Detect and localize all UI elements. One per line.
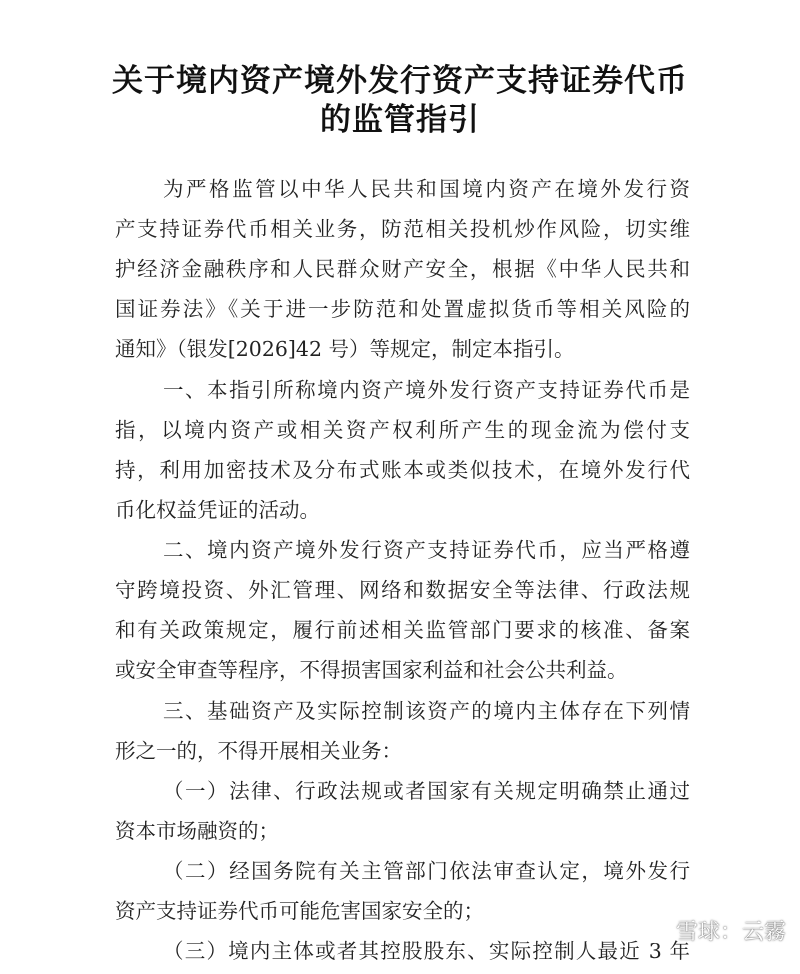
body-line: 二、境内资产境外发行资产支持证券代币，应当严格遵 [163, 538, 690, 562]
document-title-line-2: 的监管指引 [320, 102, 480, 138]
body-line: （一）法律、行政法规或者国家有关规定明确禁止通过 [163, 779, 690, 803]
body-line: （三）境内主体或者其控股股东、实际控制人最近 3 年 [163, 939, 690, 963]
body-line: 或安全审查等程序，不得损害国家利益和社会公共利益。 [115, 658, 628, 682]
snowball-logo-icon [644, 918, 670, 944]
body-line: 三、基础资产及实际控制该资产的境内主体存在下列情 [163, 699, 690, 723]
body-line: 守跨境投资、外汇管理、网络和数据安全等法律、行政法规 [115, 578, 690, 602]
body-line: 和有关政策规定，履行前述相关监管部门要求的核准、备案 [115, 618, 690, 642]
body-line: 指，以境内资产或相关资产权利所产生的现金流为偿付支 [115, 418, 690, 442]
document-title-line-1: 关于境内资产境外发行资产支持证券代币 [112, 63, 688, 99]
body-line: 国证券法》《关于进一步防范和处置虚拟货币等相关风险的 [115, 297, 690, 321]
body-line: 币化权益凭证的活动。 [115, 498, 320, 522]
body-line: 持，利用加密技术及分布式账本或类似技术，在境外发行代 [115, 458, 690, 482]
watermark-text: 雪球：云霧 [675, 920, 786, 945]
body-line: 通知》（银发[2026]42 号）等规定，制定本指引。 [115, 337, 575, 361]
body-line: 产支持证券代币相关业务，防范相关投机炒作风险，切实维 [115, 217, 690, 241]
body-line: 资本市场融资的； [115, 819, 279, 843]
body-line: 资产支持证券代币可能危害国家安全的； [115, 899, 484, 923]
body-line: 为严格监管以中华人民共和国境内资产在境外发行资 [163, 177, 690, 201]
body-line: （二）经国务院有关主管部门依法审查认定，境外发行 [163, 859, 690, 883]
body-line: 护经济金融秩序和人民群众财产安全，根据《中华人民共和 [115, 257, 690, 281]
body-line: 一、本指引所称境内资产境外发行资产支持证券代币是 [163, 378, 690, 402]
watermark [644, 915, 786, 946]
body-line: 形之一的，不得开展相关业务： [115, 739, 402, 763]
